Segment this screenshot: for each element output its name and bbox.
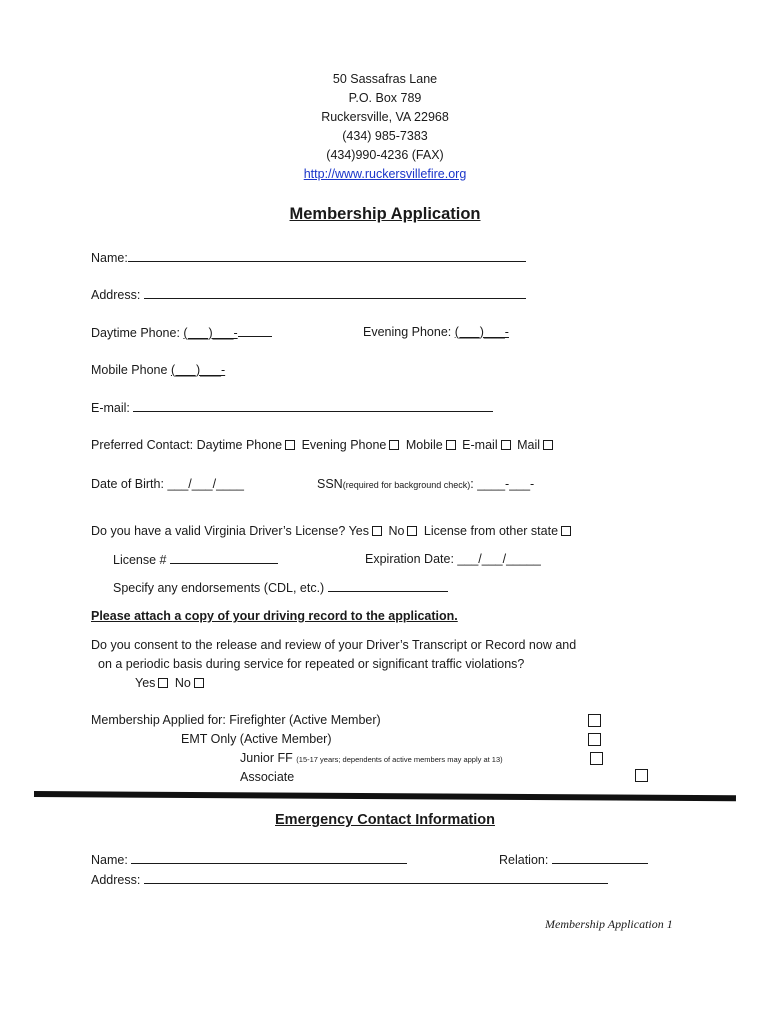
header-address-line3: Ruckersville, VA 22968 bbox=[321, 110, 449, 124]
license-other-state-checkbox[interactable] bbox=[561, 526, 571, 536]
name-label: Name: bbox=[91, 251, 128, 265]
preferred-email-checkbox[interactable] bbox=[501, 440, 511, 450]
preferred-mail-checkbox[interactable] bbox=[543, 440, 553, 450]
membership-associate-checkbox[interactable] bbox=[635, 769, 648, 782]
membership-emt-label: EMT Only (Active Member) bbox=[181, 732, 332, 746]
license-number-label: License # bbox=[113, 553, 167, 567]
consent-no-checkbox[interactable] bbox=[194, 678, 204, 688]
emergency-address-row bbox=[91, 871, 608, 888]
endorsements-row bbox=[113, 579, 448, 596]
preferred-option-email: E-mail bbox=[462, 438, 498, 452]
header-website-wrap bbox=[0, 166, 770, 182]
emergency-contact-title: Emergency Contact Information bbox=[275, 812, 495, 828]
consent-line2: on a periodic basis during service for repeated or significant traffic violations? bbox=[98, 657, 525, 671]
membership-row-firefighter bbox=[91, 712, 381, 728]
emergency-name-field[interactable] bbox=[131, 851, 407, 864]
emergency-address-field[interactable] bbox=[144, 871, 608, 884]
ssn-note: (required for background check) bbox=[342, 480, 471, 490]
name-field[interactable] bbox=[128, 249, 526, 262]
emergency-name-label: Name: bbox=[91, 853, 128, 867]
daytime-phone-label: Daytime Phone: bbox=[91, 326, 180, 340]
ssn-label: SSN bbox=[317, 477, 343, 491]
dob-field[interactable]: ___/___/____ bbox=[167, 477, 244, 491]
membership-label: Membership Applied for: bbox=[91, 713, 226, 727]
preferred-daytime-checkbox[interactable] bbox=[285, 440, 295, 450]
preferred-evening-checkbox[interactable] bbox=[389, 440, 399, 450]
expiration-label: Expiration Date: bbox=[365, 552, 454, 566]
preferred-option-daytime: Daytime Phone bbox=[196, 438, 283, 452]
emergency-name-row bbox=[91, 851, 407, 868]
membership-firefighter-label: Firefighter (Active Member) bbox=[229, 713, 381, 727]
membership-junior-note: (15-17 years; dependents of active members may apply at 13) bbox=[296, 755, 503, 764]
license-other-state-label: License from other state bbox=[423, 524, 559, 538]
address-label: Address: bbox=[91, 288, 141, 302]
address-field[interactable] bbox=[144, 286, 526, 299]
attach-driving-record-note: Please attach a copy of your driving record to the application. bbox=[91, 609, 458, 623]
header-address-line1: 50 Sassafras Lane bbox=[332, 72, 438, 86]
ssn-field[interactable]: : ____-___- bbox=[470, 477, 535, 491]
license-no-label: No bbox=[388, 524, 405, 538]
email-label: E-mail: bbox=[91, 401, 130, 415]
preferred-option-evening: Evening Phone bbox=[301, 438, 387, 452]
consent-no-label: No bbox=[174, 676, 191, 690]
header-phone: (434) 985-7383 bbox=[342, 129, 428, 143]
header-fax: (434)990-4236 (FAX) bbox=[326, 148, 444, 162]
consent-yes-checkbox[interactable] bbox=[158, 678, 168, 688]
membership-firefighter-checkbox[interactable] bbox=[588, 714, 601, 727]
license-no-checkbox[interactable] bbox=[407, 526, 417, 536]
preferred-option-mobile: Mobile bbox=[405, 438, 443, 452]
dob-label: Date of Birth: bbox=[91, 477, 164, 491]
endorsements-field[interactable] bbox=[328, 579, 448, 592]
license-question: Do you have a valid Virginia Driver’s License? bbox=[91, 524, 346, 538]
mobile-phone-row bbox=[91, 362, 225, 378]
evening-phone-field[interactable]: (___)___- bbox=[454, 325, 509, 339]
dob-row bbox=[91, 476, 244, 492]
endorsements-label: Specify any endorsements (CDL, etc.) bbox=[113, 581, 325, 595]
license-question-row bbox=[91, 523, 574, 539]
emergency-address-label: Address: bbox=[91, 873, 141, 887]
email-field[interactable] bbox=[133, 399, 493, 412]
membership-junior-row bbox=[240, 750, 503, 768]
membership-associate-label: Associate bbox=[240, 770, 295, 784]
license-yes-checkbox[interactable] bbox=[372, 526, 382, 536]
section-divider bbox=[34, 791, 736, 801]
daytime-phone-row bbox=[91, 324, 272, 341]
header-address-line2: P.O. Box 789 bbox=[348, 91, 422, 105]
mobile-phone-field[interactable]: (___)___- bbox=[170, 363, 226, 377]
preferred-option-mail: Mail bbox=[517, 438, 540, 452]
emergency-relation-row bbox=[499, 851, 648, 868]
membership-junior-checkbox[interactable] bbox=[590, 752, 603, 765]
license-number-row bbox=[113, 551, 278, 568]
emergency-relation-label: Relation: bbox=[499, 853, 549, 867]
license-yes-label: Yes bbox=[348, 524, 369, 538]
evening-phone-row bbox=[363, 324, 509, 340]
evening-phone-label: Evening Phone: bbox=[363, 325, 452, 339]
license-number-field[interactable] bbox=[170, 551, 278, 564]
emergency-relation-field[interactable] bbox=[552, 851, 648, 864]
ssn-row bbox=[317, 476, 534, 493]
expiration-row bbox=[365, 551, 541, 567]
preferred-mobile-checkbox[interactable] bbox=[446, 440, 456, 450]
address-row bbox=[91, 286, 526, 303]
email-row bbox=[91, 399, 493, 416]
consent-line1: Do you consent to the release and review of your Driver’s Transcript or Record now and bbox=[91, 638, 577, 652]
form-title: Membership Application bbox=[289, 205, 481, 223]
membership-junior-label: Junior FF bbox=[240, 751, 293, 765]
preferred-contact-label: Preferred Contact: bbox=[91, 438, 194, 452]
mobile-phone-label: Mobile Phone bbox=[91, 363, 168, 377]
page-footer: Membership Application 1 bbox=[545, 917, 673, 931]
consent-answer-row bbox=[135, 675, 207, 691]
consent-yes-label: Yes bbox=[135, 676, 156, 690]
daytime-phone-field[interactable]: (___)___- bbox=[183, 326, 238, 340]
website-link[interactable]: http://www.ruckersvillefire.org bbox=[303, 167, 467, 181]
name-row bbox=[91, 249, 526, 266]
daytime-phone-line[interactable] bbox=[238, 324, 272, 337]
expiration-field[interactable]: ___/___/_____ bbox=[457, 552, 541, 566]
preferred-contact-row bbox=[91, 437, 556, 453]
membership-emt-checkbox[interactable] bbox=[588, 733, 601, 746]
